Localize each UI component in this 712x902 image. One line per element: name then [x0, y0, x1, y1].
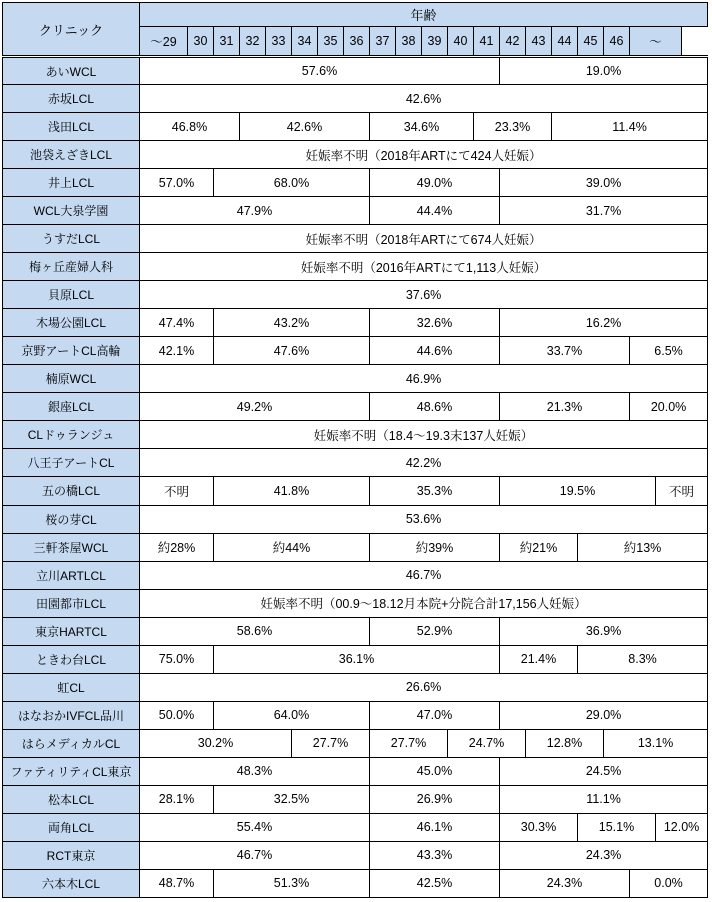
rate-cell: 36.9%: [500, 617, 708, 645]
table-row: [3, 701, 708, 729]
table-row: [3, 813, 708, 841]
rate-cell: 50.0%: [140, 701, 214, 729]
table-row: [3, 421, 708, 449]
rate-cell: 46.8%: [140, 113, 240, 141]
rate-cell: 48.6%: [370, 393, 500, 421]
rate-cell: 30.2%: [140, 729, 292, 757]
clinic-name-cell: 京野アートCL高輪: [3, 337, 140, 365]
rate-cell: 23.3%: [474, 113, 552, 141]
age-header-cell: ～: [630, 27, 682, 57]
age-header-cell: 37: [370, 27, 396, 57]
clinic-name-cell: 田園都市LCL: [3, 589, 140, 617]
rate-cell: 36.1%: [214, 645, 500, 673]
rate-cell: 43.3%: [370, 841, 500, 869]
clinic-name-cell: 楠原WCL: [3, 365, 140, 393]
rate-cell: 12.0%: [656, 813, 708, 841]
table-row: [3, 589, 708, 617]
rate-cell: 24.5%: [500, 757, 708, 785]
clinic-name-cell: 六本木LCL: [3, 869, 140, 897]
rate-cell: 27.7%: [292, 729, 370, 757]
rate-cell: 約28%: [140, 533, 214, 561]
age-header-cell: 30: [188, 27, 214, 57]
rate-cell: 47.9%: [140, 197, 370, 225]
age-header-cell: ～29: [140, 27, 188, 57]
table-row: [3, 645, 708, 673]
clinic-name-cell: CLドゥランジュ: [3, 421, 140, 449]
rate-cell: 16.2%: [500, 309, 708, 337]
table-body: [3, 57, 708, 898]
clinic-name-cell: はなおかIVFCL品川: [3, 701, 140, 729]
table-row: [3, 253, 708, 281]
age-header-cell: 39: [422, 27, 448, 57]
rate-cell: 49.2%: [140, 393, 370, 421]
age-header-cell: 42: [500, 27, 526, 57]
table-row: [3, 673, 708, 701]
table-row: [3, 309, 708, 337]
clinic-name-cell: 浅田LCL: [3, 113, 140, 141]
rate-cell: 58.6%: [140, 617, 370, 645]
age-header-cell: 40: [448, 27, 474, 57]
rate-cell: 68.0%: [214, 169, 370, 197]
age-header-cell: 45: [578, 27, 604, 57]
age-header-cell: 34: [292, 27, 318, 57]
rate-cell: 0.0%: [630, 869, 708, 897]
table-row: [3, 393, 708, 421]
rate-cell: 44.4%: [370, 197, 500, 225]
rate-cell: 24.3%: [500, 869, 630, 897]
clinic-name-cell: ときわ台LCL: [3, 645, 140, 673]
rate-cell: 妊娠率不明（2018年ARTにて424人妊娠）: [140, 141, 708, 169]
clinic-name-cell: 八王子アートCL: [3, 449, 140, 477]
clinic-name-cell: 松本LCL: [3, 785, 140, 813]
rate-cell: 24.7%: [448, 729, 526, 757]
rate-cell: 31.7%: [500, 197, 708, 225]
rate-cell: 42.6%: [240, 113, 370, 141]
rate-cell: 57.6%: [140, 57, 500, 85]
rate-cell: 57.0%: [140, 169, 214, 197]
rate-cell: 妊娠率不明（2016年ARTにて1,113人妊娠）: [140, 253, 708, 281]
rate-cell: 32.5%: [214, 785, 370, 813]
rate-cell: 42.6%: [140, 85, 708, 113]
rate-cell: 45.0%: [370, 757, 500, 785]
rate-cell: 妊娠率不明（18.4～19.3末137人妊娠）: [140, 421, 708, 449]
age-header-cell: 44: [552, 27, 578, 57]
table-row: [3, 337, 708, 365]
rate-cell: 64.0%: [214, 701, 370, 729]
age-header-cell: 41: [474, 27, 500, 57]
clinic-name-cell: 虹CL: [3, 673, 140, 701]
clinic-name-cell: 立川ARTLCL: [3, 561, 140, 589]
rate-cell: 46.7%: [140, 561, 708, 589]
rate-cell: 15.1%: [578, 813, 656, 841]
rate-cell: 6.5%: [630, 337, 708, 365]
rate-cell: 49.0%: [370, 169, 500, 197]
table-row: [3, 169, 708, 197]
rate-cell: 約21%: [500, 533, 578, 561]
rate-cell: 20.0%: [630, 393, 708, 421]
clinic-name-cell: 五の橋LCL: [3, 477, 140, 505]
rate-cell: 13.1%: [604, 729, 708, 757]
table-row: [3, 449, 708, 477]
table-row: [3, 365, 708, 393]
rate-cell: 47.4%: [140, 309, 214, 337]
rate-cell: 42.2%: [140, 449, 708, 477]
rate-cell: 約44%: [214, 533, 370, 561]
table-row: [3, 113, 708, 141]
table-row: [3, 729, 708, 757]
rate-cell: 52.9%: [370, 617, 500, 645]
clinic-column-header: [3, 3, 140, 57]
table-row: [3, 57, 708, 85]
rate-cell: 53.6%: [140, 505, 708, 533]
rate-cell: 47.0%: [370, 701, 500, 729]
clinic-name-cell: 貝原LCL: [3, 281, 140, 309]
clinic-name-cell: 桜の芽CL: [3, 505, 140, 533]
age-header-cell: 35: [318, 27, 344, 57]
rate-cell: 46.1%: [370, 813, 500, 841]
rate-cell: 51.3%: [214, 869, 370, 897]
table-row: [3, 869, 708, 897]
rate-cell: 46.7%: [140, 841, 370, 869]
age-group-header: [140, 3, 708, 27]
rate-cell: 29.0%: [500, 701, 708, 729]
table-row: [3, 757, 708, 785]
rate-cell: 妊娠率不明（00.9～18.12月本院+分院合計17,156人妊娠）: [140, 589, 708, 617]
clinic-name-cell: 銀座LCL: [3, 393, 140, 421]
clinic-name-cell: はらメディカルCL: [3, 729, 140, 757]
clinic-name-cell: 東京HARTCL: [3, 617, 140, 645]
table-row: [3, 281, 708, 309]
rate-cell: 11.1%: [500, 785, 708, 813]
rate-cell: 不明: [656, 477, 708, 505]
table-row: [3, 505, 708, 533]
table-row: [3, 477, 708, 505]
clinic-name-cell: RCT東京: [3, 841, 140, 869]
rate-cell: 30.3%: [500, 813, 578, 841]
rate-cell: 42.5%: [370, 869, 500, 897]
rate-cell: 26.9%: [370, 785, 500, 813]
rate-cell: 妊娠率不明（2018年ARTにて674人妊娠）: [140, 225, 708, 253]
age-header-cell: 43: [526, 27, 552, 57]
clinic-name-cell: 梅ヶ丘産婦人科: [3, 253, 140, 281]
age-header-cell: 31: [214, 27, 240, 57]
age-header-cell: 33: [266, 27, 292, 57]
rate-cell: 不明: [140, 477, 214, 505]
age-header-cell: 38: [396, 27, 422, 57]
rate-cell: 42.1%: [140, 337, 214, 365]
clinic-header-label: クリニック: [38, 22, 104, 38]
rate-cell: 43.2%: [214, 309, 370, 337]
table-row: [3, 785, 708, 813]
rate-cell: 44.6%: [370, 337, 500, 365]
table-row: [3, 225, 708, 253]
pregnancy-rate-table: [2, 2, 708, 898]
rate-cell: 24.3%: [500, 841, 708, 869]
table-row: [3, 617, 708, 645]
table-row: [3, 841, 708, 869]
rate-cell: 47.6%: [214, 337, 370, 365]
clinic-name-cell: 赤坂LCL: [3, 85, 140, 113]
age-header-cell: 46: [604, 27, 630, 57]
rate-cell: 34.6%: [370, 113, 474, 141]
table-row: [3, 561, 708, 589]
clinic-name-cell: 三軒茶屋WCL: [3, 533, 140, 561]
rate-cell: 21.3%: [500, 393, 630, 421]
clinic-name-cell: 池袋えざきLCL: [3, 141, 140, 169]
age-header-label: 年齢: [410, 8, 437, 23]
age-header-cell: 36: [344, 27, 370, 57]
rate-cell: 75.0%: [140, 645, 214, 673]
table-row: [3, 533, 708, 561]
table-row: [3, 141, 708, 169]
rate-cell: 12.8%: [526, 729, 604, 757]
clinic-name-cell: WCL大泉学園: [3, 197, 140, 225]
table-row: [3, 85, 708, 113]
rate-cell: 26.6%: [140, 673, 708, 701]
rate-cell: 33.7%: [500, 337, 630, 365]
rate-cell: 約39%: [370, 533, 500, 561]
rate-cell: 28.1%: [140, 785, 214, 813]
rate-cell: 約13%: [578, 533, 708, 561]
rate-cell: 19.0%: [500, 57, 708, 85]
table-row: [3, 197, 708, 225]
rate-cell: 32.6%: [370, 309, 500, 337]
rate-cell: 48.3%: [140, 757, 370, 785]
rate-cell: 11.4%: [552, 113, 708, 141]
rate-cell: 35.3%: [370, 477, 500, 505]
clinic-name-cell: あいWCL: [3, 57, 140, 85]
rate-cell: 37.6%: [140, 281, 708, 309]
rate-cell: 21.4%: [500, 645, 578, 673]
clinic-name-cell: ファティリティCL東京: [3, 757, 140, 785]
rate-cell: 8.3%: [578, 645, 708, 673]
rate-cell: 27.7%: [370, 729, 448, 757]
rate-cell: 19.5%: [500, 477, 656, 505]
rate-cell: 39.0%: [500, 169, 708, 197]
rate-cell: 55.4%: [140, 813, 370, 841]
age-header-cell: 32: [240, 27, 266, 57]
rate-cell: 48.7%: [140, 869, 214, 897]
clinic-name-cell: うすだLCL: [3, 225, 140, 253]
rate-cell: 46.9%: [140, 365, 708, 393]
rate-cell: 41.8%: [214, 477, 370, 505]
clinic-name-cell: 井上LCL: [3, 169, 140, 197]
clinic-name-cell: 両角LCL: [3, 813, 140, 841]
clinic-name-cell: 木場公園LCL: [3, 309, 140, 337]
